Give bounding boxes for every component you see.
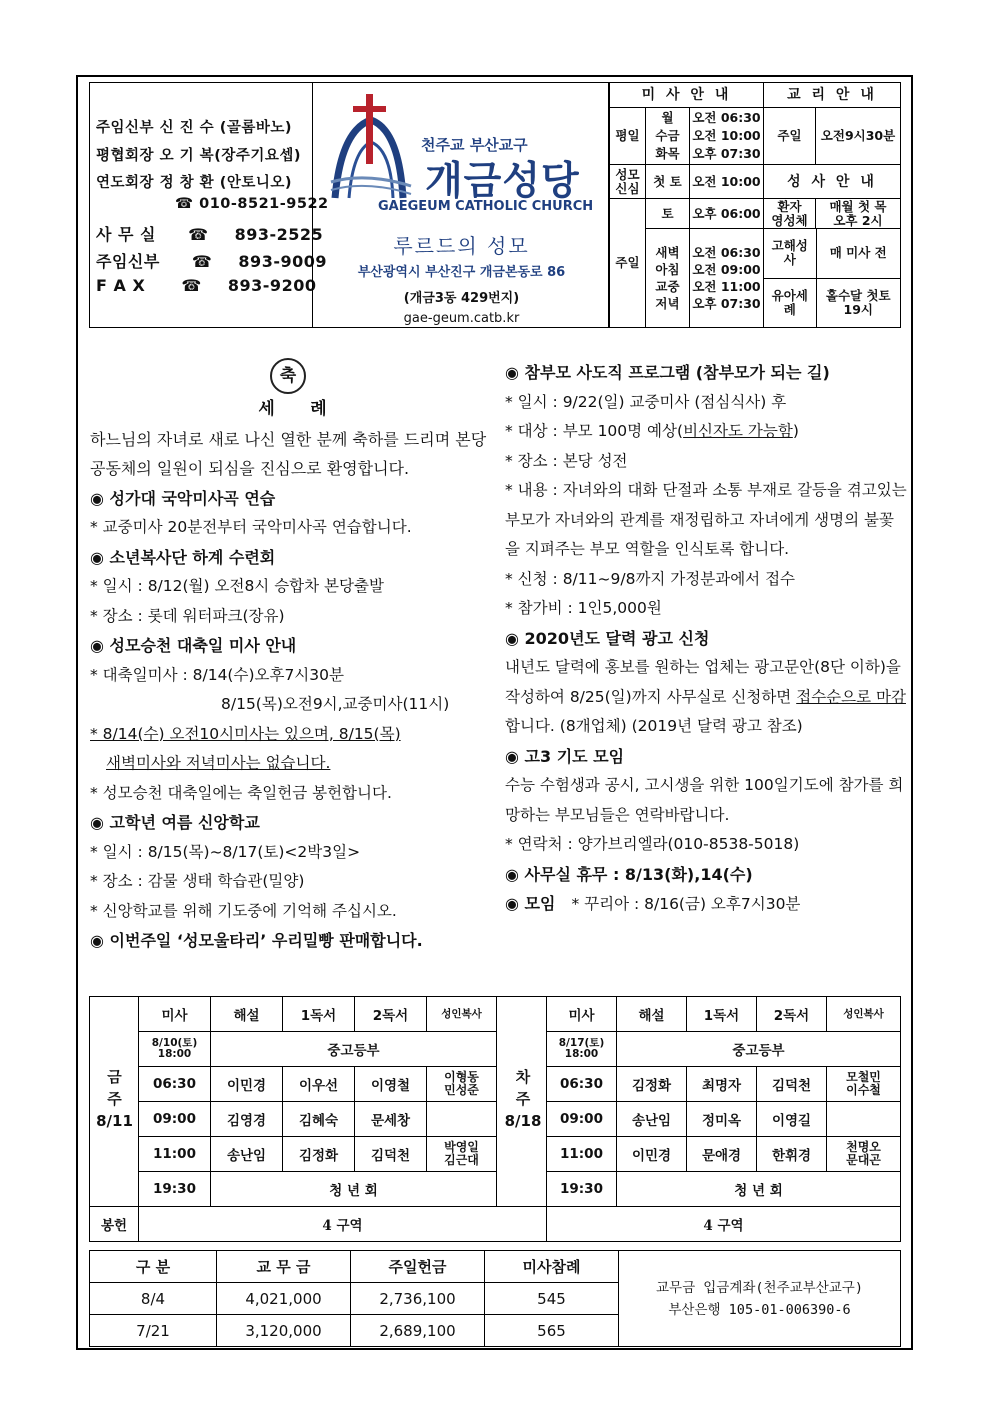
mother-time: 오전 10:00: [690, 165, 764, 199]
catechism-time: 오전9시30분: [816, 108, 901, 165]
duty-name: 최명자: [687, 1067, 757, 1102]
parent-fee: * 참가비 : 1인5,000원: [505, 599, 662, 617]
sacrament-guide-title: 성 사 안 내: [764, 165, 901, 199]
pastor-phone-label: 주임신부: [96, 252, 160, 271]
schedule-header: 해설: [617, 997, 687, 1032]
camp-item: * 일시 : 8/15(목)~8/17(토)<2박3일>: [90, 842, 361, 861]
duty-name: 이우선: [283, 1067, 355, 1102]
sunday-mass-names: [646, 229, 690, 328]
meeting-label: ◉ 모임: [505, 894, 556, 913]
underlined-note: * 8/14(수) 오전10시미사는 있으며, 8/15(목): [90, 724, 401, 743]
duty-name: 김정화: [283, 1137, 355, 1172]
duty-name: 이민경: [211, 1067, 283, 1102]
prayer-text: 수능 수험생과 공시, 고시생을 위한 100일기도에 참가를 희망하는 부모님들은 연락바랍니다.: [505, 776, 904, 824]
weekday-day: 수금: [655, 128, 680, 143]
address-line-2: (개금3동 429번지): [403, 291, 520, 306]
section-title: ◉ 소년복사단 하계 수련회: [90, 547, 276, 567]
sat-mass-label: 8/17(토) 18:00: [547, 1032, 617, 1067]
mass-time: 11:00: [547, 1137, 617, 1172]
parent-content: * 내용 : 자녀와의 대화 단절과 소통 부재로 갈등을 겪고있는 부모가 자녀와의 관계를 재정립하고 자녀에게 생명의 불꽃을 지펴주는 부모 역할을 인식토록 합니다.: [505, 481, 907, 558]
office-closed: ◉ 사무실 휴무 : 8/13(화),14(수): [505, 864, 753, 884]
parent-target-underlined: 비신자도 가능함: [683, 422, 793, 440]
weekday-day: 화목: [655, 146, 680, 161]
office-label: 사 무 실: [96, 225, 157, 244]
duty-name: 송난임: [617, 1102, 687, 1137]
weekday-time: 오후 07:30: [692, 146, 761, 161]
fax-row: [96, 276, 316, 295]
section-item: 8/15(목)오전9시,교중미사(11시): [221, 695, 450, 713]
saturday-time: 오후 06:00: [690, 199, 764, 229]
parent-program-title: ◉ 참부모 사도직 프로그램 (참부모가 되는 길): [505, 363, 830, 382]
duty-name: 천명오 문대곤: [827, 1137, 901, 1172]
weekday-times: [690, 108, 764, 165]
duty-name: [427, 1102, 497, 1137]
meeting-text: * 꾸리아 : 8/16(금) 오후7시30분: [571, 895, 801, 913]
schedule-header: 1독서: [283, 997, 355, 1032]
mass-guide-table: [609, 82, 901, 328]
duty-name: 김영경: [211, 1102, 283, 1137]
camp-title: ◉ 고학년 여름 신앙학교: [90, 813, 260, 832]
pastor-phone-row: [96, 249, 327, 272]
duty-name: 김덕천: [355, 1137, 427, 1172]
parent-apply: * 신청 : 8/11~9/8까지 가정분과에서 접수: [505, 569, 796, 588]
sunday-mass-times: [690, 229, 764, 328]
parent-item: * 장소 : 본당 성전: [505, 451, 628, 470]
office-phone: 893-2525: [234, 225, 324, 244]
church-logo-icon: [321, 90, 416, 205]
weekday-label: 평일: [610, 108, 646, 165]
calendar-text-part: 합니다. (8개업체) (2019년 달력 광고 참조): [505, 717, 803, 735]
mass-time: 09:00: [547, 1102, 617, 1137]
duty-name: 문애경: [687, 1137, 757, 1172]
phone-icon: ☎: [188, 225, 209, 244]
sacrament-name: 고해성사: [764, 229, 816, 278]
sunday-mass-time: 오후 07:30: [692, 296, 761, 311]
mass-time: 09:00: [139, 1102, 211, 1137]
schedule-header: 미사: [547, 997, 617, 1032]
account-line: 부산은행 105-01-006390-6: [668, 1301, 851, 1318]
calendar-text-underlined: 접수순으로 마감: [796, 687, 906, 706]
calendar-text: [505, 653, 907, 742]
sat-mass-group: 중고등부: [617, 1032, 901, 1067]
sunday-mass-name: 아침: [655, 262, 680, 277]
next-week-label: 차 주 8/18: [504, 1068, 542, 1130]
weekday-time: 오전 06:30: [692, 110, 761, 125]
mass-guide-title: 미 사 안 내: [610, 83, 764, 108]
duty-name: 송난임: [211, 1137, 283, 1172]
website-link[interactable]: gae-geum.catb.kr: [403, 311, 520, 326]
finance-cell: 2,736,100: [351, 1283, 485, 1315]
schedule-header: 미사: [139, 997, 211, 1032]
this-week-label: 금 주 8/11: [96, 1068, 133, 1130]
finance-cell: 565: [485, 1315, 619, 1347]
finance-header: 교 무 금: [217, 1251, 351, 1283]
fax-label: F A X: [96, 276, 146, 295]
prayer-contact: * 연락처 : 양가브리엘라(010-8538-5018): [505, 835, 800, 853]
evening-group: 청 년 회: [211, 1172, 497, 1207]
mass-time: 06:30: [547, 1067, 617, 1102]
duty-name: 문세창: [355, 1102, 427, 1137]
duty-name: 이영길: [757, 1102, 827, 1137]
sacrament-sub-table: [764, 229, 900, 327]
mother-day: 첫 토: [646, 165, 690, 199]
duty-name: 박영일 김근대: [427, 1137, 497, 1172]
mass-time: 19:30: [139, 1172, 211, 1207]
finance-cell: 4,021,000: [217, 1283, 351, 1315]
section-item: * 교중미사 20분전부터 국악미사곡 연습합니다.: [90, 518, 412, 536]
schedule-header: 2독서: [355, 997, 427, 1032]
schedule-header: 성인복사: [827, 997, 901, 1032]
deposit-account: [619, 1251, 901, 1347]
sunday-mass-time: 오전 06:30: [692, 245, 761, 260]
finance-table: [89, 1250, 901, 1347]
mass-duty-schedule: [89, 996, 901, 1242]
pastor-info: 주임신부 신 진 수 (골롬바노): [96, 120, 293, 136]
sunday-mass-name: 교중: [655, 279, 680, 294]
weekday-days: [646, 108, 690, 165]
bread-title: ◉ 이번주일 ‘성모울타리’ 우리밀빵 판매합니다.: [90, 931, 423, 950]
duty-name: [827, 1102, 901, 1137]
finance-header: 구 분: [90, 1251, 217, 1283]
section-item: * 장소 : 롯데 워터파크(장유): [90, 606, 285, 625]
finance-cell: 2,689,100: [351, 1315, 485, 1347]
celebration-badge: 축: [270, 358, 306, 394]
mass-time: 11:00: [139, 1137, 211, 1172]
catechism-label: 주일: [764, 108, 816, 165]
sacrament-name: 유아세례: [764, 278, 816, 327]
offertory-next-week: 4 구역: [547, 1207, 901, 1242]
section-title: ◉ 성모승천 대축일 미사 안내: [90, 636, 297, 655]
schedule-header: 2독서: [757, 997, 827, 1032]
section-item: * 대축일미사 : 8/14(수)오후7시30분: [90, 665, 344, 684]
baptism-title: 세 례: [258, 399, 327, 419]
fax-phone: 893-9200: [227, 276, 317, 295]
camp-item: * 장소 : 감물 생태 학습관(밀양): [90, 872, 305, 890]
parent-target-suffix: ): [792, 422, 799, 440]
right-column: [505, 358, 907, 920]
finance-cell: 7/21: [90, 1315, 217, 1347]
org-president-info: 연도회장 정 창 환 (안토니오): [96, 175, 293, 191]
sunday-mass-name: 저녁: [655, 296, 680, 311]
account-line: 교무금 입금계좌(천주교부산교구): [656, 1279, 863, 1296]
weekday-day: 월: [661, 110, 674, 125]
sat-mass-label: 8/10(토) 18:00: [139, 1032, 211, 1067]
schedule-header: 성인복사: [427, 997, 497, 1032]
parent-item: * 일시 : 9/22(일) 교중미사 (점심식사) 후: [505, 392, 787, 411]
weekday-time: 오전 10:00: [692, 128, 761, 143]
council-president-info: 평협회장 오 기 복(장주기요셉): [96, 148, 301, 164]
camp-item: * 신앙학교를 위해 기도중에 기억해 주십시오.: [90, 901, 397, 920]
parent-target-prefix: * 대상 : 부모 100명 예상(: [505, 422, 684, 440]
mass-time: 06:30: [139, 1067, 211, 1102]
section-item: * 일시 : 8/12(월) 오전8시 승합차 본당출발: [90, 577, 384, 595]
sacrament-value: 홀수달 첫토 19시: [816, 278, 900, 327]
duty-name: 김혜숙: [283, 1102, 355, 1137]
section-title: ◉ 성가대 국악미사곡 연습: [90, 488, 276, 508]
catechism-guide-title: 교 리 안 내: [764, 83, 901, 108]
mobile-phone: ☎ 010-8521-9522: [175, 196, 329, 212]
duty-name: 한휘경: [757, 1137, 827, 1172]
offering-note: * 성모승천 대축일에는 축일헌금 봉헌합니다.: [90, 783, 392, 802]
sacrament-name: 환자 영성체: [764, 199, 816, 229]
mass-time: 19:30: [547, 1172, 617, 1207]
bulletin-title: 루르드의 성모: [393, 234, 530, 258]
parent-target: [505, 417, 907, 447]
duty-name: 김정화: [617, 1067, 687, 1102]
address-line-1: 부산광역시 부산진구 개금본동로 86: [357, 265, 566, 280]
sacrament-value: 매월 첫 목 오후 2시: [816, 199, 901, 229]
fax-icon: ☎: [181, 276, 202, 295]
sacrament-sub: [764, 229, 901, 328]
finance-header: 미사참례: [485, 1251, 619, 1283]
office-phone-row: [96, 222, 323, 245]
finance-cell: 8/4: [90, 1283, 217, 1315]
duty-name: 모철민 이수철: [827, 1067, 901, 1102]
sat-mass-group: 중고등부: [211, 1032, 497, 1067]
duty-name: 정미옥: [687, 1102, 757, 1137]
baptism-text: 하느님의 자녀로 새로 나신 열한 분께 축하를 드리며 본당 공동체의 일원이 되심을 진심으로 환영합니다.: [90, 429, 487, 478]
offertory-this-week: 4 구역: [139, 1207, 547, 1242]
finance-cell: 545: [485, 1283, 619, 1315]
church-name-en: GAEGEUM CATHOLIC CHURCH: [378, 199, 594, 214]
finance-cell: 3,120,000: [217, 1315, 351, 1347]
sunday-mass-name: 새벽: [655, 245, 680, 260]
calendar-text-part: 내년도 달력에 홍보를 원하는 업체는 광고문안(8단 이하)을 작성하여 8/25(일)까지 사무실로 신청하면: [505, 658, 901, 706]
pastor-phone: 893-9009: [238, 252, 327, 271]
church-logo-area: [312, 82, 609, 328]
underlined-note: 새벽미사와 저녁미사는 없습니다.: [106, 754, 331, 772]
schedule-header: 해설: [211, 997, 283, 1032]
sunday-label: 주일: [610, 199, 646, 328]
sunday-mass-time: 오전 11:00: [692, 279, 761, 294]
church-name: 개금성당: [425, 159, 580, 204]
mother-devotion-label: 성모 신심: [610, 165, 646, 199]
duty-name: 이민경: [617, 1137, 687, 1172]
sacrament-value: 매 미사 전: [816, 229, 900, 278]
calendar-title: ◉ 2020년도 달력 광고 신청: [505, 628, 710, 648]
phone-icon: ☎: [191, 252, 213, 271]
evening-group: 청 년 회: [617, 1172, 901, 1207]
left-column: [90, 395, 495, 956]
duty-name: 김덕천: [757, 1067, 827, 1102]
sunday-mass-time: 오전 09:00: [692, 262, 761, 277]
duty-name: 이형동 민성준: [427, 1067, 497, 1102]
finance-header: 주일헌금: [351, 1251, 485, 1283]
prayer-title: ◉ 고3 기도 모임: [505, 746, 625, 766]
diocese-name: 천주교 부산교구: [421, 136, 528, 154]
offertory-label: 봉헌: [90, 1207, 139, 1242]
saturday-day: 토: [646, 199, 690, 229]
meeting-row: [505, 889, 907, 920]
schedule-header: 1독서: [687, 997, 757, 1032]
duty-name: 이영철: [355, 1067, 427, 1102]
